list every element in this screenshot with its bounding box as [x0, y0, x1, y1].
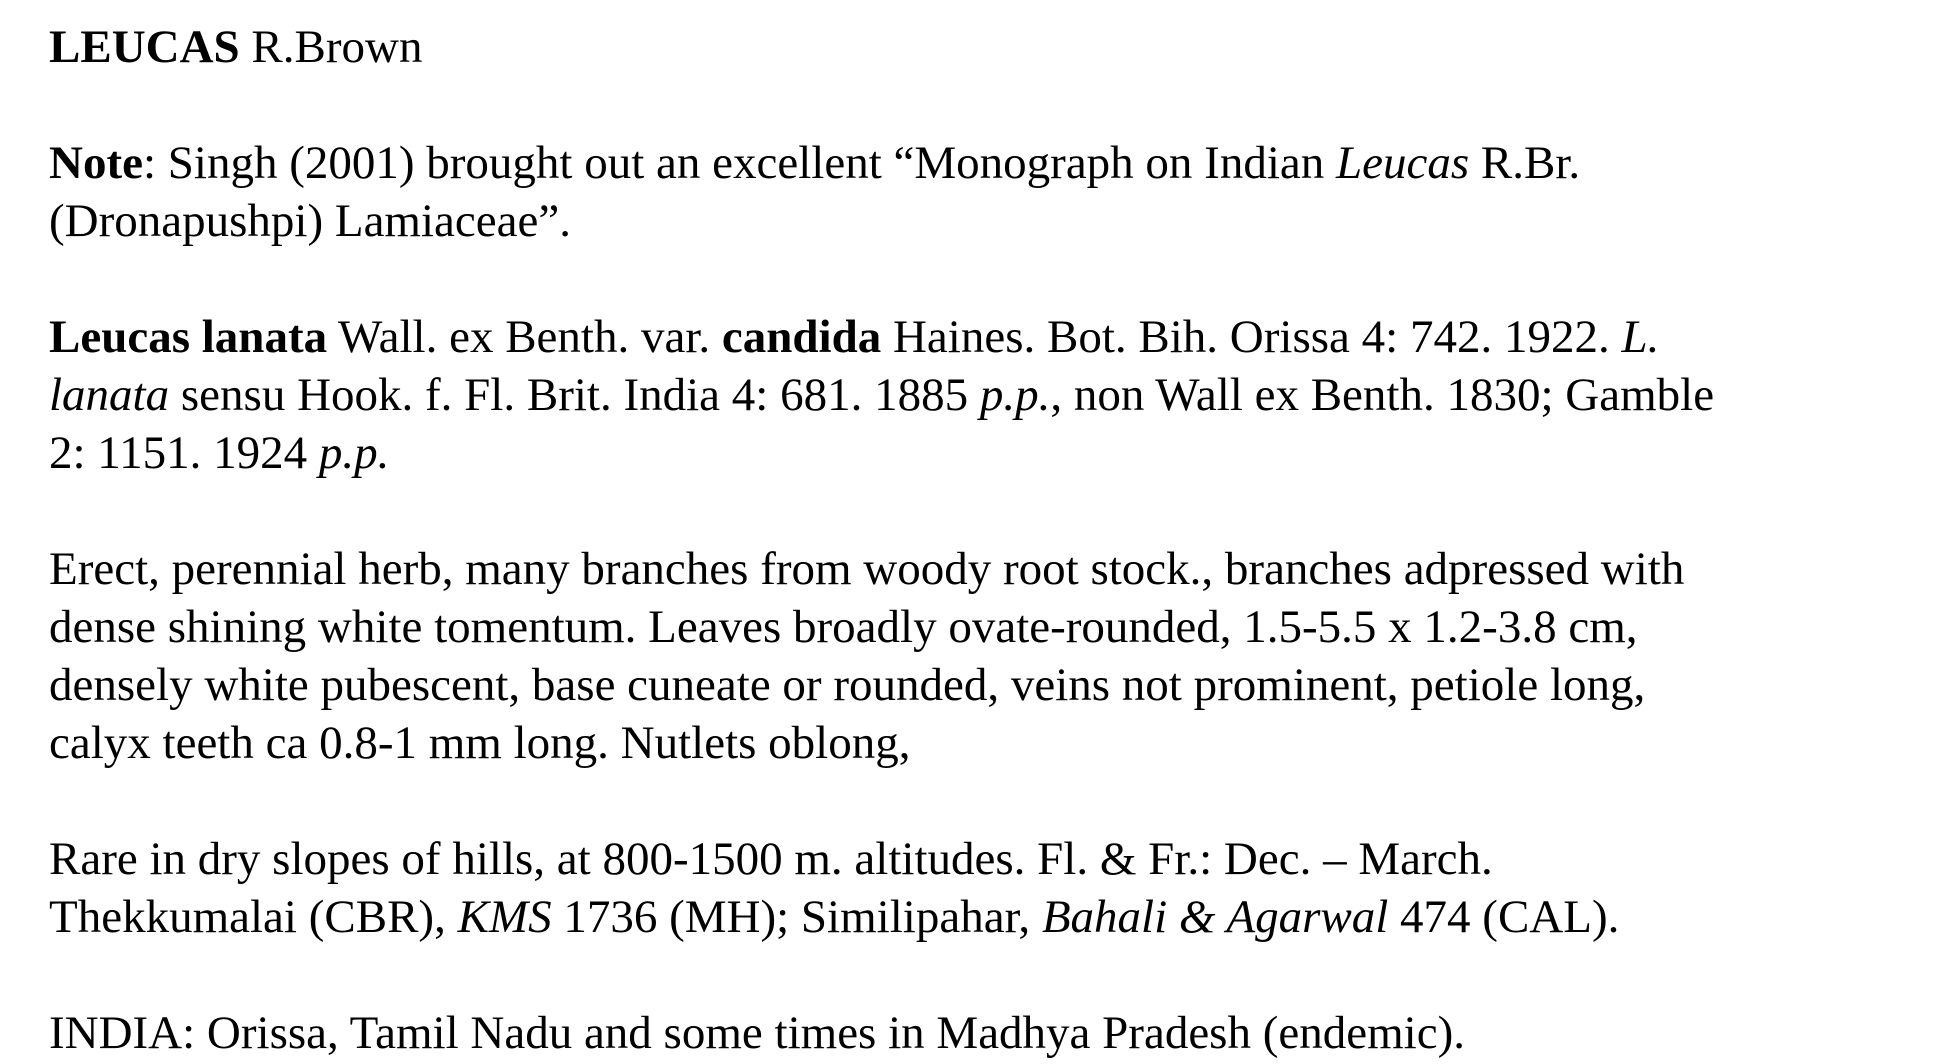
- note-label: Note: [49, 137, 143, 189]
- genus-name: LEUCAS: [49, 21, 240, 73]
- species-line-3: [49, 424, 1909, 482]
- spacer: [49, 76, 1909, 134]
- collector: KMS: [457, 891, 552, 943]
- synonym-citation: sensu Hook. f. Fl. Brit. India 4: 681. 1885: [169, 369, 980, 421]
- description-line-3: densely white pubescent, base cuneate or rounded, veins not prominent, petiole long,: [49, 659, 1646, 711]
- description-line-4: calyx teeth ca 0.8-1 mm long. Nutlets oblong,: [49, 717, 911, 769]
- note-text: : Singh (2001) brought out an excellent “Monograph on Indian: [142, 137, 1337, 189]
- note-text-end: R.Br.: [1469, 137, 1581, 189]
- species-name: Leucas lanata: [49, 311, 328, 363]
- spacer: [49, 250, 1909, 308]
- synonym-epithet: lanata: [49, 369, 170, 421]
- species-line-1: [49, 308, 1909, 366]
- synonym-genus: L.: [1621, 311, 1660, 363]
- synonym-citation-end: , non Wall ex Benth. 1830; Gamble: [1050, 369, 1715, 421]
- species-variety: candida: [721, 311, 882, 363]
- pro-parte: p.p.: [979, 369, 1051, 421]
- locality: Thekkumalai (CBR),: [49, 891, 458, 943]
- collectors: Bahali & Agarwal: [1041, 891, 1389, 943]
- species-citation: Haines. Bot. Bih. Orissa 4: 742. 1922.: [881, 311, 1622, 363]
- distribution-line: INDIA: Orissa, Tamil Nadu and some times in Madhya Pradesh (endemic).: [49, 1007, 1465, 1059]
- specimen-info: 1736 (MH); Similipahar,: [551, 891, 1042, 943]
- description-line-1: Erect, perennial herb, many branches from woody root stock., branches adpressed with: [49, 543, 1685, 595]
- spacer: [49, 772, 1909, 830]
- spacer: [49, 482, 1909, 540]
- species-author: Wall. ex Benth. var.: [327, 311, 722, 363]
- habitat-line-1: Rare in dry slopes of hills, at 800-1500 m. altitudes. Fl. & Fr.: Dec. – March.: [49, 833, 1493, 885]
- genus-author: R.Brown: [239, 21, 423, 73]
- note-line-1: [49, 134, 1909, 192]
- document-page: [49, 18, 1909, 1062]
- pro-parte: p.p.: [318, 427, 390, 479]
- description-line-2: dense shining white tomentum. Leaves broadly ovate-rounded, 1.5-5.5 x 1.2-3.8 cm,: [49, 601, 1638, 653]
- habitat-line-2: [49, 888, 1909, 946]
- species-line-2: [49, 366, 1909, 424]
- gamble-citation: 2: 1151. 1924: [49, 427, 319, 479]
- spacer: [49, 946, 1909, 1004]
- note-line-2: (Dronapushpi) Lamiaceae”.: [49, 195, 571, 247]
- genus-heading: [49, 18, 1909, 76]
- note-genus: Leucas: [1336, 137, 1470, 189]
- specimen-info-end: 474 (CAL).: [1388, 891, 1620, 943]
